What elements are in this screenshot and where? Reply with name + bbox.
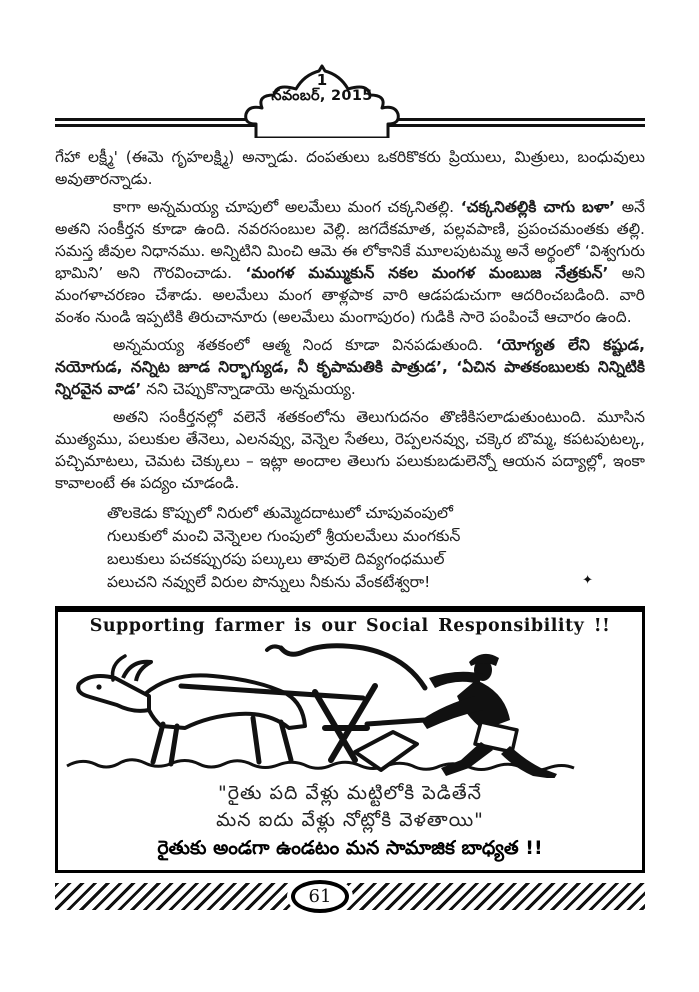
farmer-plowing-illustration — [62, 636, 638, 778]
ad-quote-line: మన ఐదు వేళ్లు నోట్లోకి వెళతాయి" — [216, 809, 484, 831]
issue-number: 1 — [316, 71, 328, 89]
issue-badge — [236, 64, 408, 138]
page-header — [55, 60, 645, 138]
four-pointed-star-icon: ✦ — [582, 573, 593, 588]
footer-stripe-bar — [55, 883, 645, 910]
ad-headline: Supporting farmer is our Social Responsibility !! — [89, 616, 611, 636]
verse-block — [55, 502, 645, 594]
paragraph: అన్నమయ్య శతకంలో ఆత్మ నింద కూడా వినపడుతుంది. ‘యోగ్యత లేని కష్టుడ, నయోగుడ, నన్నిట జూడ నిర్భాగ్యుడ, నీ కృపామతికి పాత్రుడ’, ‘ఏచిన పాతకంబులకు నిన్నిటికి న్నిరవైన వాడ’ నని చెప్పుకొన్నాడాయె అన్నమయ్య. — [55, 336, 645, 398]
page-footer — [55, 883, 645, 910]
verse-lines — [107, 502, 645, 594]
advertisement-box — [55, 606, 645, 873]
issue-date: నవంబర్, 2015 — [271, 87, 373, 104]
page-number: 61 — [308, 886, 332, 907]
ad-quote — [62, 780, 638, 834]
farmer-oxen-sketch-icon — [63, 636, 638, 778]
article-paragraphs — [55, 146, 645, 494]
issue-badge-text — [236, 72, 408, 104]
ad-tagline: రైతుకు అండగా ఉండటం మన సామాజిక బాధ్యత !! — [157, 837, 543, 859]
paragraph: కాగా అన్నమయ్య చూపులో అలమేలు మంగ చక్కనితల్లి. ‘చక్కనితల్లికి చాగు బళా’ అనే అతని సంకీర్తన కూడా ఉంది. నవరసంబుల వెల్లి. జగదేకమాత, పల్లవపాణి, ప్రపంచమంతకు తల్లి. సమస్త జీవుల నిధానము. అన్నిటిని మించి ఆమె ఈ లోకానికే మూలపుటమ్మ అనే అర్థంలో ‘విశ్వగురు భామిని’ అని గౌరవించాడు. ‘మంగళ మమ్ముకున్ నకల మంగళ మంబుజ నేత్రకున్’ అని మంగళాచరణం చేశాడు. అలమేలు మంగ తాళ్లపాక వారి ఆడపడుచుగా ఆదరించబడింది. వారి వంశం నుండి ఇప్పటికి తిరుచానూరు (అలమేలు మంగాపురం) గుడికి సారె పంపించే ఆచారం ఉంది. — [55, 198, 645, 326]
paragraph: అతని సంకీర్తనల్లో వలెనే శతకంలోను తెలుగుదనం తొణికిసలాడుతుంటుంది. మూసిన ముత్యము, పలుకుల తేనెలు, ఎలనవ్వు, వెన్నెల సేతలు, రెప్పలనవ్వు, చక్కెర బొమ్మ, కపటపుటల్క, పచ్చిమాటలు, చెమట చెక్కులు – ఇట్లా అందాల తెలుగు పలుకుబడులెన్నో ఆయన పద్యాల్లో, ఇంకా కావాలంటే ఈ పద్యం చూడండి. — [55, 408, 645, 492]
verse-line: తొలకెడు కొప్పులో నిరులో తుమ్మెదదాటులో చూపువంపులో — [107, 504, 453, 522]
page-number-badge — [291, 880, 349, 913]
paragraph: గేహా లక్ష్మీ' (ఈమె గృహలక్ష్మి) అన్నాడు. దంపతులు ఒకరికొకరు ప్రియులు, మిత్రులు, బంధువులు అవుతారన్నాడు. — [55, 148, 645, 188]
ad-quote-line: "రైతు పది వేళ్లు మట్టిలోకి పెడితేనే — [218, 782, 482, 804]
verse-line: బలుకులు పచకప్పురపు పల్కులు తావులె దివ్యగంధముల్ — [107, 550, 445, 568]
article-body — [55, 146, 645, 594]
verse-line: పలుచని నవ్వులే విరుల పొన్నులు నీకును వేంకటేశ్వరా! — [107, 573, 431, 591]
verse-line: గులుకులో మంచి వెన్నెలల గుంపులో శ్రీయలమేలు మంగకున్ — [107, 527, 461, 545]
